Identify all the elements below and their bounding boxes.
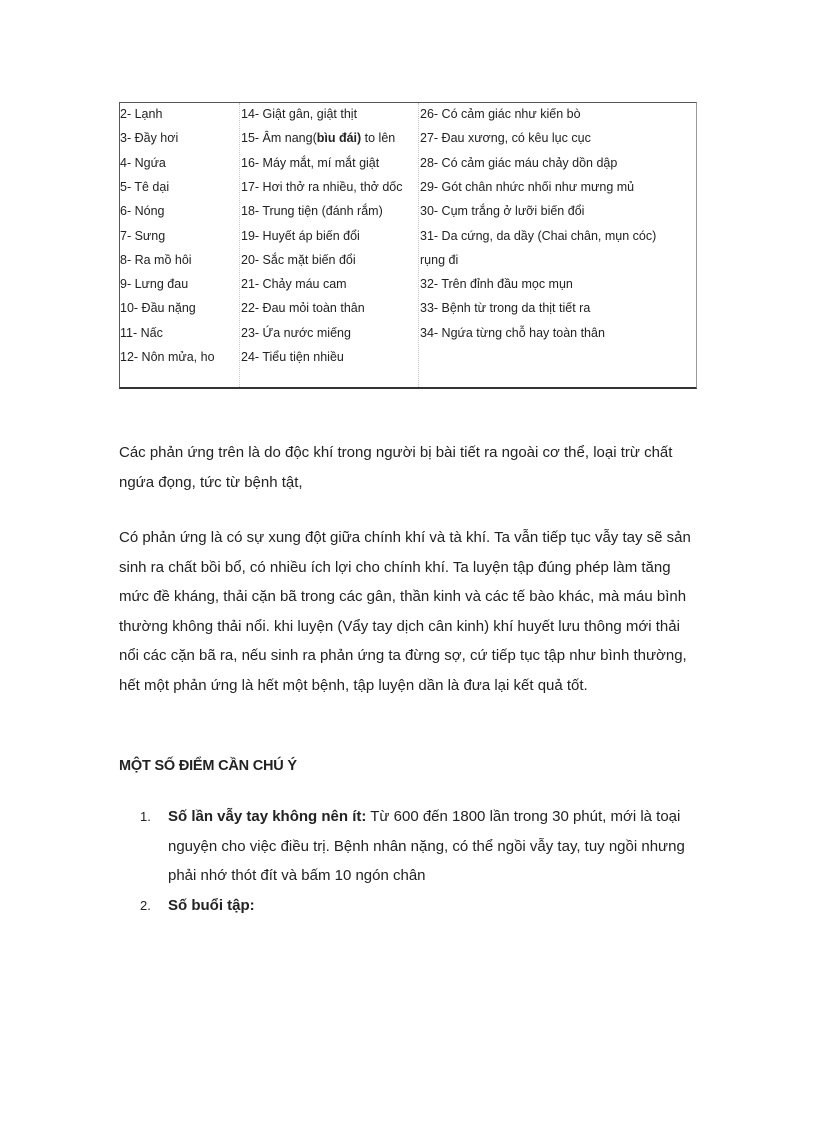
symptom-cell: 28- Có cảm giác máu chảy dồn dập	[420, 155, 618, 170]
symptom-cell: 31- Da cứng, da dầy (Chai chân, mụn cóc)	[420, 228, 657, 243]
symptom-cell: 26- Có cảm giác như kiến bò	[420, 107, 581, 121]
symptom-cell: 2- Lạnh	[120, 107, 163, 121]
symptom-cell	[241, 127, 395, 149]
symptom-column-3	[418, 103, 697, 387]
symptom-cell: 4- Ngứa	[120, 155, 166, 170]
symptom-cell: 27- Đau xương, có kêu lục cục	[420, 131, 591, 146]
symptom-cell: 8- Ra mồ hôi	[120, 252, 192, 267]
notes-list	[140, 802, 700, 920]
symptom-cell: rụng đi	[420, 252, 459, 267]
symptom-cell: 34- Ngứa từng chỗ hay toàn thân	[420, 325, 605, 340]
symptom-cell: 23- Ứa nước miếng	[241, 325, 351, 340]
list-item-number: 2.	[140, 897, 151, 913]
symptom-cell: 14- Giật gân, giật thịt	[241, 107, 358, 121]
symptom-cell: 30- Cụm trắng ở lưỡi biến đổi	[420, 204, 585, 219]
symptom-cell: 3- Đầy hơi	[120, 131, 179, 146]
section-heading: MỘT SỐ ĐIỂM CẦN CHÚ Ý	[119, 758, 297, 774]
symptom-cell: 9- Lưng đau	[120, 277, 189, 292]
symptom-column-1	[120, 103, 239, 387]
symptom-column-2	[239, 103, 419, 387]
symptom-cell: 17- Hơi thở ra nhiều, thở dốc	[241, 179, 403, 194]
symptom-cell: 5- Tê dại	[120, 179, 170, 194]
symptom-cell: 22- Đau mỏi toàn thân	[241, 301, 365, 316]
symptom-cell: 16- Máy mắt, mí mắt giật	[241, 155, 380, 170]
list-item-title: Số buổi tập:	[168, 896, 255, 914]
list-item-title: Số lần vẫy tay không nên ít:	[168, 808, 367, 825]
symptom-cell-suffix: to lên	[361, 131, 396, 146]
symptom-cell: 7- Sưng	[120, 228, 166, 243]
symptom-cell: 21- Chảy máu cam	[241, 277, 347, 292]
list-item	[140, 802, 700, 891]
list-item-text: Từ 600 đến 1800 lần trong 30 phút, mới là toại nguyện cho việc điều trị. Bệnh nhân nặng, có thể ngồi vẫy tay, tuy ngồi nhưng phải nhớ thót đít và bấm 10 ngón chân	[168, 808, 685, 885]
symptom-cell: 20- Sắc mặt biến đổi	[241, 252, 356, 267]
symptom-cell: 24- Tiểu tiện nhiều	[241, 350, 344, 364]
symptom-cell-prefix: 15- Âm nang(	[241, 131, 317, 146]
symptom-cell: 19- Huyết áp biến đổi	[241, 228, 360, 243]
symptom-cell: 10- Đầu nặng	[120, 301, 196, 316]
symptom-table	[119, 102, 697, 389]
symptom-cell: 12- Nôn mửa, ho	[120, 350, 215, 364]
symptom-cell: 32- Trên đỉnh đầu mọc mụn	[420, 277, 573, 292]
symptom-cell: 18- Trung tiện (đánh rắm)	[241, 204, 383, 219]
symptom-cell: 33- Bệnh từ trong da thịt tiết ra	[420, 301, 591, 316]
list-item-number: 1.	[140, 809, 151, 824]
paragraph-reaction-cause: Các phản ứng trên là do độc khí trong người bị bài tiết ra ngoài cơ thể, loại trừ chất ngứa đọng, tức từ bệnh tật,	[119, 444, 673, 491]
symptom-cell: 6- Nóng	[120, 204, 165, 219]
symptom-cell-bold: bìu đái)	[316, 131, 362, 146]
list-item	[140, 891, 700, 921]
symptom-cell: 11- Nấc	[120, 325, 163, 340]
paragraph-reaction-explanation: Có phản ứng là có sự xung đột giữa chính khí và tà khí. Ta vẫn tiếp tục vẫy tay sẽ sản sinh ra chất bồi bổ, có nhiều ích lợi cho chính khí. Ta luyện tập đúng phép làm tăng mức đề kháng, thải cặn bã trong các gân, thần kinh và các tế bào khác, mà máu bình thường không thải nổi. khi luyện (Vẩy tay dịch cân kinh) khí huyết lưu thông mới thải nổi các cặn bã ra, nếu sinh ra phản ứng ta đừng sợ, cứ tiếp tục tập như bình thường, hết một phản ứng là hết một bệnh, tập luyện dần là đưa lại kết quả tốt.	[119, 529, 691, 694]
symptom-cell: 29- Gót chân nhức nhối như mưng mủ	[420, 179, 635, 194]
